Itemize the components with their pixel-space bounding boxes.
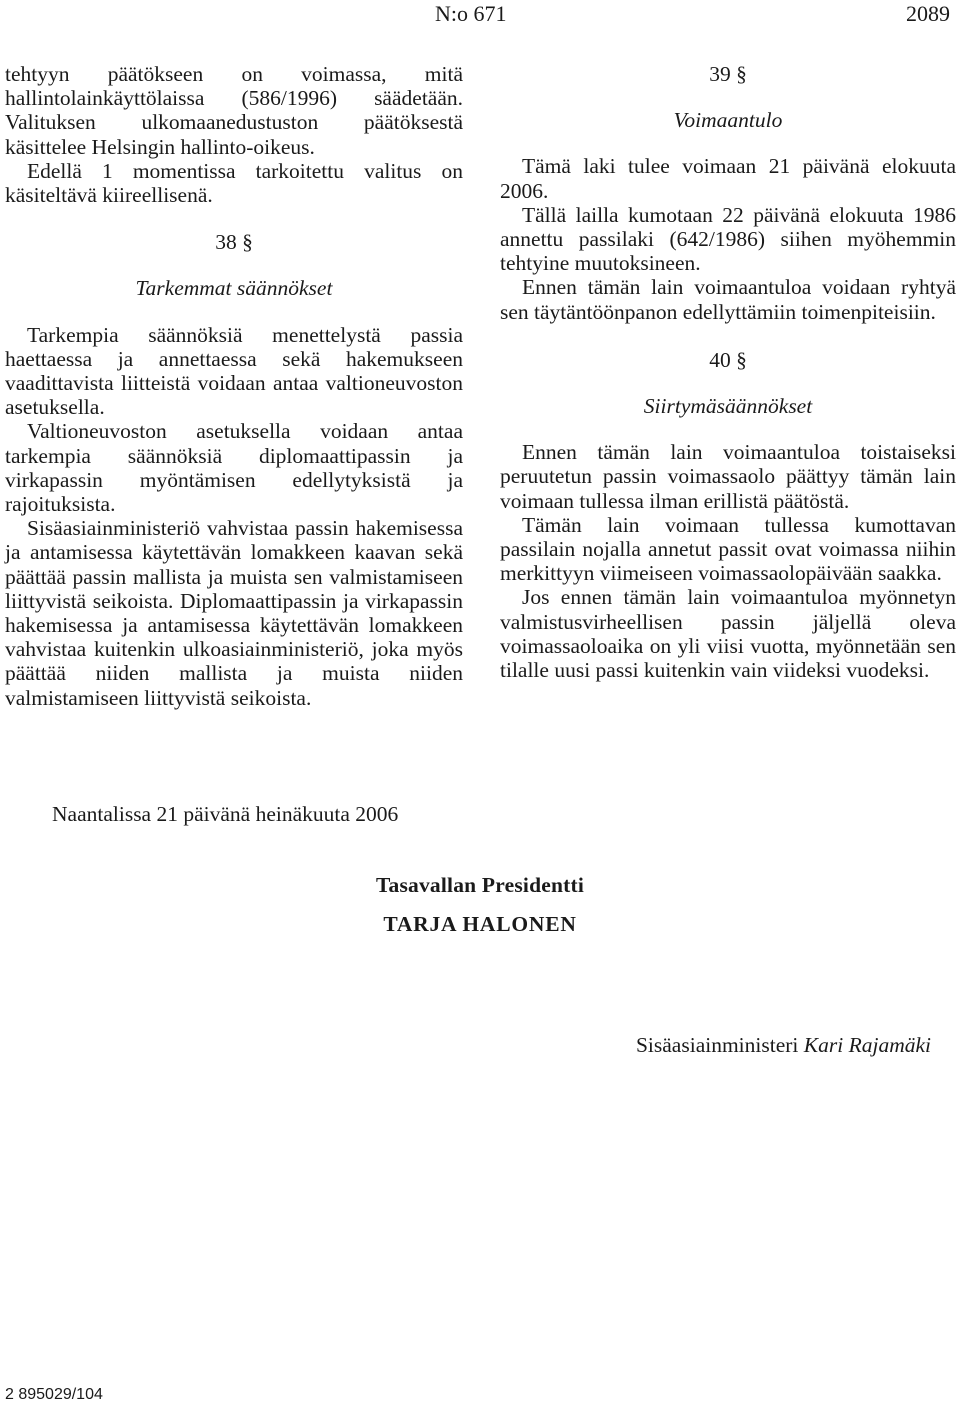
issue-number: N:o 671 xyxy=(435,1,507,26)
paragraph: Jos ennen tämän lain voimaantuloa myönnetyn valmistusvirheellisen passin jäljellä oleva voimassaoloaika on yli viisi vuotta, myönnetään sen tilalle uusi passi kuitenkin vain viideksi vuodeksi. xyxy=(500,585,956,683)
section-title-39: Voimaantulo xyxy=(673,108,783,133)
paragraph: Edellä 1 momentissa tarkoitettu valitus on käsiteltävä kiireellisenä. xyxy=(5,158,463,208)
paragraph: Tämä laki tulee voimaan 21 päivänä elokuuta 2006. xyxy=(500,154,956,203)
page-number: 2089 xyxy=(906,1,950,26)
print-code: 2 895029/104 xyxy=(5,1386,103,1403)
right-column xyxy=(500,62,956,682)
continued-paragraph: tehtyyn päätökseen on voimassa, mitä hallintolainkäyttölaissa (586/1996) säädetään. Valituksen ulkomaanedustuston päätöksestä käsittelee Helsingin hallinto-oikeus. xyxy=(5,62,463,159)
section-title-40: Siirtymäsäännökset xyxy=(643,394,813,419)
paragraph: Tämän lain voimaan tullessa kumottavan passilain nojalla annetut passit ovat voimassa niihin merkittyyn viimeiseen voimassaolopäivään saakka. xyxy=(500,512,956,586)
president-title: Tasavallan Presidentti xyxy=(375,873,585,897)
paragraph: Valtioneuvoston asetuksella voidaan antaa tarkempia säännöksiä diplomaattipassin ja virkapassin myöntämisen edellytyksistä ja rajoituksista. xyxy=(5,419,463,517)
paragraph: Sisäasiainministeriö vahvistaa passin hakemisessa ja antamisessa käytettävän lomakkeen kaavan sekä päättää passin mallista ja muista sen valmistamiseen liittyvistä seikoista. Diplomaattipassin ja virkapassin hakemisessa ja antamisessa käytettävän lomakkeen vahvistaa kuitenkin ulkoasiainministeriö, joka myös päättää niiden mallista ja muista niiden valmistamiseen liittyvistä seikoista. xyxy=(5,516,463,710)
paragraph: Tällä lailla kumotaan 22 päivänä elokuuta 1986 annettu passilaki (642/1986) siihen myöhemmin tehtyine muutoksineen. xyxy=(500,202,956,276)
section-number-40: 40 § xyxy=(709,347,747,372)
section-number-38: 38 § xyxy=(215,230,253,255)
paragraph: Ennen tämän lain voimaantuloa voidaan ryhtyä sen täytäntöönpanon edellyttämiin toimenpiteisiin. xyxy=(500,275,956,324)
page-header xyxy=(0,0,960,30)
minister-title: Sisäasiainministeri xyxy=(635,1033,799,1057)
section-number-39: 39 § xyxy=(709,62,747,86)
place-and-date: Naantalissa 21 päivänä heinäkuuta 2006 xyxy=(52,802,399,826)
minister-name: Kari Rajamäki xyxy=(803,1033,931,1057)
president-name: TARJA HALONEN xyxy=(383,912,577,936)
section-title-38: Tarkemmat säännökset xyxy=(135,276,333,301)
paragraph: Tarkempia säännöksiä menettelystä passia haettaessa ja annettaessa sekä hakemukseen vaadittavista liitteistä voidaan antaa valtioneuvoston asetuksella. xyxy=(5,322,463,420)
paragraph: Ennen tämän lain voimaantuloa toistaiseksi peruutetun passin voimassaolo päättyy tämän lain voimaan tullessa ilman erillistä päätöstä. xyxy=(500,440,956,513)
minister-signature xyxy=(636,1033,931,1058)
left-column xyxy=(5,62,463,710)
